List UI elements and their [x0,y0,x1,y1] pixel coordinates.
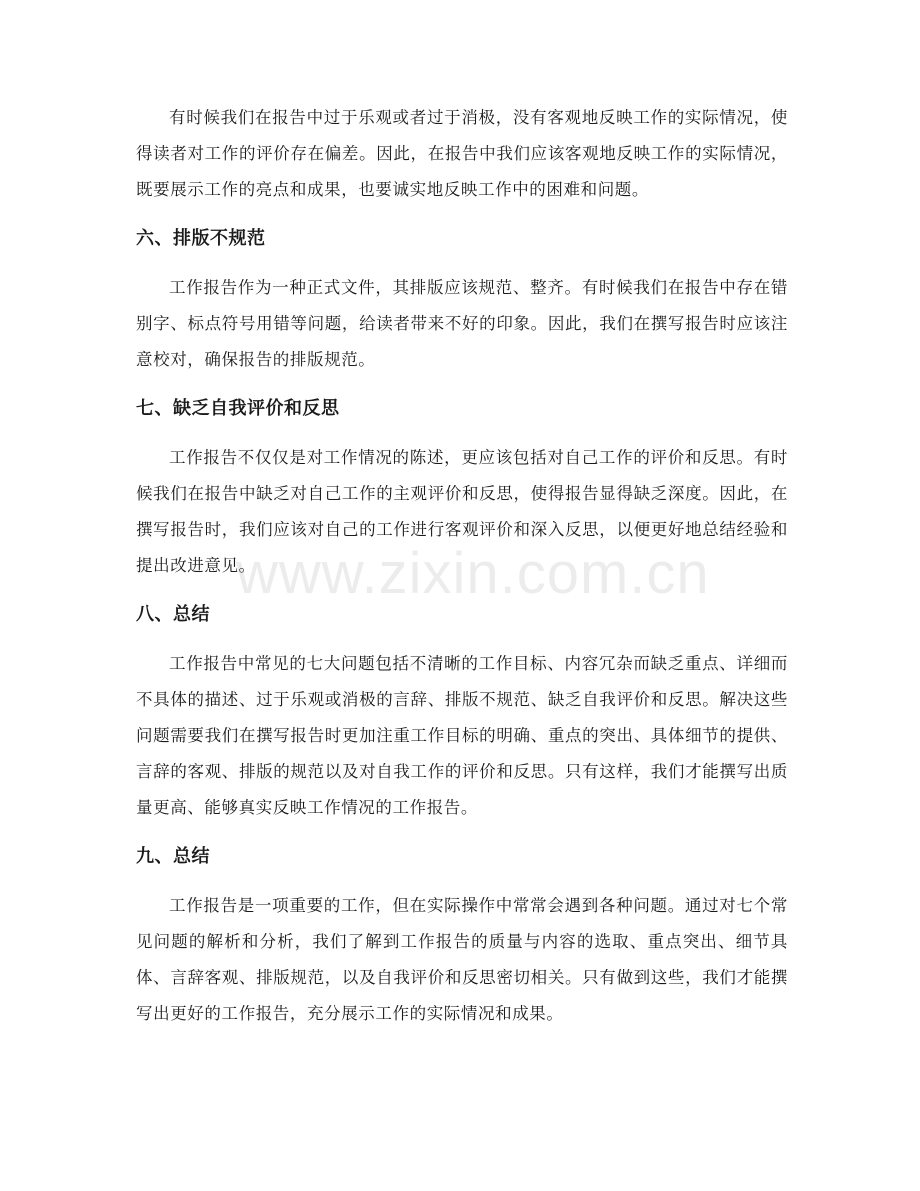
document-body [136,100,788,1032]
section-heading-9: 九、总结 [136,846,210,867]
section-heading-8: 八、总结 [136,604,210,625]
section-heading-6: 六、排版不规范 [136,228,266,249]
section-paragraph-9: 工作报告是一项重要的工作，但在实际操作中常常会遇到各种问题。通过对七个常见问题的解析和分析，我们了解到工作报告的质量与内容的选取、重点突出、细节具体、言辞客观、排版规范，以及自我评价和反思密切相关。只有做到这些，我们才能撰写出更好的工作报告，充分展示工作的实际情况和成果。 [136,896,788,1023]
section-heading-7: 七、缺乏自我评价和反思 [136,398,340,419]
watermark-text: www.zixin.com.cn [236,541,710,606]
intro-paragraph: 有时候我们在报告中过于乐观或者过于消极，没有客观地反映工作的实际情况，使得读者对工作的评价存在偏差。因此，在报告中我们应该客观地反映工作的实际情况，既要展示工作的亮点和成果，也要诚实地反映工作中的困难和问题。 [136,108,788,199]
section-paragraph-8: 工作报告中常见的七大问题包括不清晰的工作目标、内容冗杂而缺乏重点、详细而不具体的描述、过于乐观或消极的言辞、排版不规范、缺乏自我评价和反思。解决这些问题需要我们在撰写报告时更加注重工作目标的明确、重点的突出、具体细节的提供、言辞的客观、排版的规范以及对自我工作的评价和反思。只有这样，我们才能撰写出质量更高、能够真实反映工作情况的工作报告。 [136,654,788,817]
section-paragraph-7: 工作报告不仅仅是对工作情况的陈述，更应该包括对自己工作的评价和反思。有时候我们在报告中缺乏对自己工作的主观评价和反思，使得报告显得缺乏深度。因此，在撰写报告时，我们应该对自己的工作进行客观评价和深入反思，以便更好地总结经验和提出改进意见。 [136,448,788,575]
section-paragraph-6: 工作报告作为一种正式文件，其排版应该规范、整齐。有时候我们在报告中存在错别字、标点符号用错等问题，给读者带来不好的印象。因此，我们在撰写报告时应该注意校对，确保报告的排版规范。 [136,278,788,369]
